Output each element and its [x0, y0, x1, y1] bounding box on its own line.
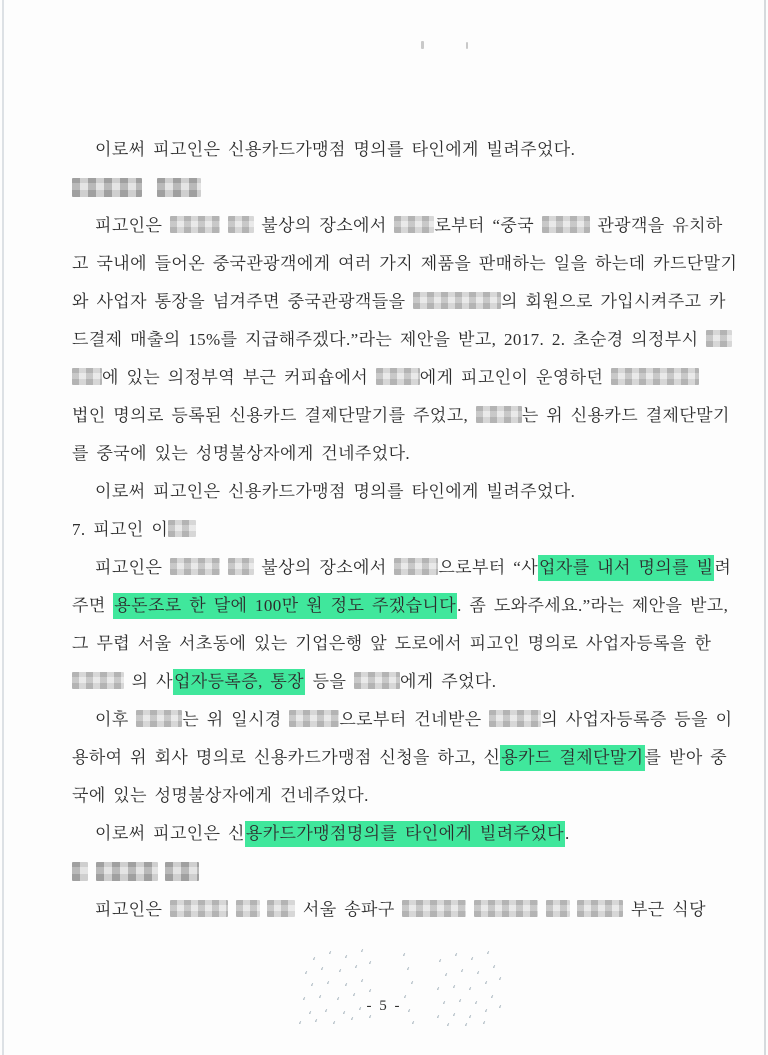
watermark-dot: ‘ — [442, 999, 446, 1013]
text-line — [72, 891, 714, 929]
watermark-dot: ‘ — [332, 1019, 336, 1033]
text-run: 피고인은 — [95, 216, 170, 235]
text-line — [72, 511, 714, 549]
text-run — [220, 216, 228, 235]
redaction-block — [611, 368, 699, 385]
watermark-stamp — [298, 943, 504, 1035]
redaction-block — [402, 900, 466, 917]
text-run: . 좀 도와주세요.”라는 제안을 받고, — [457, 596, 729, 615]
text-run: 주면 — [72, 596, 114, 615]
watermark-dot: ‘ — [407, 1007, 411, 1021]
watermark-dot: ‘ — [490, 993, 494, 1007]
redaction-block — [394, 558, 438, 575]
watermark-dot: ‘ — [342, 1009, 346, 1023]
text-run: 국에 있는 성명불상자에게 건네주었다. — [72, 786, 369, 805]
text-line — [72, 397, 730, 435]
text-run — [570, 900, 578, 919]
watermark-dot: ‘ — [302, 995, 306, 1009]
watermark-dot: ‘ — [436, 985, 440, 999]
text-run: 용하여 위 회사 명의로 신용카드가맹점 신청을 하고, 신 — [72, 748, 501, 767]
redaction-block — [170, 900, 228, 917]
text-run: 에게 주었다. — [399, 672, 497, 691]
watermark-dot: ‘ — [354, 963, 358, 977]
text-run — [538, 900, 546, 919]
redaction-block — [706, 330, 732, 347]
text-line — [72, 625, 714, 663]
text-run: . — [565, 824, 570, 843]
text-run: 부근 식당 — [623, 900, 706, 919]
watermark-dot: ‘ — [326, 979, 330, 993]
text-line — [72, 321, 714, 359]
page-number: - 5 - — [366, 998, 402, 1014]
redaction-block — [546, 900, 570, 917]
watermark-dot: ‘ — [403, 993, 407, 1007]
text-line — [72, 169, 714, 207]
highlighted-text: 용카드 결제단말기 — [500, 745, 644, 771]
text-run: 이로써 피고인은 신용카드가맹점 명의를 타인에게 빌려주었다. — [95, 140, 576, 159]
text-line — [72, 473, 714, 511]
text-line — [72, 777, 714, 815]
watermark-dot: ‘ — [358, 1005, 362, 1019]
watermark-dot: ‘ — [484, 979, 488, 993]
redacted-heading-block — [72, 862, 88, 881]
text-run: 7. 피고인 이 — [72, 520, 169, 539]
text-run: 의 사 — [124, 672, 173, 691]
text-line — [72, 435, 714, 473]
text-run — [220, 558, 228, 577]
watermark-dot: ‘ — [454, 951, 458, 965]
highlighted-text: 용돈조로 한 달에 100만 원 정도 주겠습니다 — [113, 593, 457, 619]
redaction-block — [228, 558, 254, 575]
watermark-dot: ‘ — [492, 963, 496, 977]
watermark-dot: ‘ — [314, 1017, 318, 1031]
text-run: 이후 — [95, 710, 137, 729]
text-run: 관광객을 유치하 — [589, 216, 723, 235]
watermark-dot: ‘ — [498, 975, 502, 989]
document-lines — [72, 131, 738, 929]
redaction-block — [72, 672, 124, 689]
text-run: 이로써 피고인은 신용카드가맹점 명의를 타인에게 빌려주었다. — [95, 482, 576, 501]
text-line — [72, 663, 714, 701]
redaction-block — [228, 216, 254, 233]
watermark-dot: ‘ — [438, 957, 442, 971]
redaction-block — [354, 672, 400, 689]
text-line — [72, 815, 714, 853]
text-run: 로부터 “중국 — [434, 216, 542, 235]
text-run — [228, 900, 236, 919]
redaction-block — [474, 900, 538, 917]
watermark-dot: ‘ — [368, 1013, 372, 1027]
watermark-dot: ‘ — [312, 955, 316, 969]
scan-edge-left — [2, 0, 4, 1055]
watermark-dot: ‘ — [328, 949, 332, 963]
text-run: 의 회원으로 가입시켜주고 카 — [501, 292, 726, 311]
watermark-dot: ‘ — [406, 965, 410, 979]
text-run — [142, 178, 157, 197]
text-run: 고 국내에 들어온 중국관광객에게 여러 가지 제품을 판매하는 일을 하는데 카드단말기 — [72, 254, 738, 273]
watermark-dot: ‘ — [476, 969, 480, 983]
watermark-dot: ‘ — [444, 971, 448, 985]
text-run — [88, 862, 96, 881]
watermark-dot: ‘ — [318, 993, 322, 1007]
watermark-dot: ‘ — [498, 1003, 502, 1017]
watermark-dot: ‘ — [304, 969, 308, 983]
text-run: 를 받아 중 — [644, 748, 728, 767]
watermark-dot: ‘ — [308, 1009, 312, 1023]
watermark-dot: ‘ — [446, 1021, 450, 1035]
redacted-heading-block — [165, 862, 199, 881]
redaction-block — [236, 900, 260, 917]
watermark-dot: ‘ — [486, 949, 490, 963]
watermark-dot: ‘ — [324, 1007, 328, 1021]
watermark-dot: ‘ — [410, 979, 414, 993]
text-run: 와 사업자 통장을 넘겨주면 중국관광객들을 — [72, 292, 414, 311]
watermark-dot: ‘ — [411, 1019, 415, 1033]
redaction-block — [168, 520, 196, 537]
text-run: 는 위 일시경 — [182, 710, 290, 729]
text-run: 불상의 장소에서 — [253, 216, 395, 235]
watermark-dot: ‘ — [468, 1013, 472, 1027]
watermark-dot: ‘ — [336, 995, 340, 1009]
watermark-dot: ‘ — [360, 977, 364, 991]
watermark-dot: ‘ — [350, 1015, 354, 1029]
text-line — [72, 245, 738, 283]
redaction-block — [267, 900, 295, 917]
highlighted-text: 용카드가맹점명의를 타인에게 빌려주었다 — [245, 821, 565, 847]
text-run: 의 사업자등록증 등을 이 — [541, 710, 733, 729]
text-run: 피고인은 — [95, 900, 170, 919]
text-run: 등을 — [305, 672, 354, 691]
watermark-dot: ‘ — [310, 981, 314, 995]
redaction-block — [72, 368, 102, 385]
watermark-dot: ‘ — [368, 987, 372, 1001]
watermark-dot: ‘ — [298, 1019, 302, 1033]
watermark-dot: ‘ — [368, 959, 372, 973]
redaction-block — [289, 710, 339, 727]
redaction-block — [394, 216, 434, 233]
text-line — [72, 207, 723, 245]
text-run: 이로써 피고인은 신 — [95, 824, 245, 843]
redaction-block — [476, 406, 522, 423]
watermark-dot: ‘ — [474, 999, 478, 1013]
scan-speck — [466, 42, 468, 49]
scan-edge-right — [764, 0, 766, 1055]
text-line — [72, 283, 726, 321]
text-line — [72, 587, 729, 625]
highlighted-text: 업자를 내서 명의를 빌 — [538, 555, 714, 581]
text-line — [72, 359, 714, 397]
text-run — [158, 862, 166, 881]
text-line — [72, 549, 732, 587]
redaction-block — [170, 216, 220, 233]
watermark-dot: ‘ — [452, 1011, 456, 1025]
redacted-heading-block — [72, 178, 142, 197]
text-run: 에 있는 의정부역 부근 커피숍에서 — [102, 368, 376, 387]
text-run: 를 중국에 있는 성명불상자에게 건네주었다. — [72, 444, 411, 463]
watermark-dot: ‘ — [320, 965, 324, 979]
watermark-dot: ‘ — [344, 953, 348, 967]
watermark-dot: ‘ — [460, 967, 464, 981]
text-line — [72, 739, 728, 777]
redaction-block — [413, 292, 501, 309]
scan-speck — [421, 41, 424, 49]
watermark-dot: ‘ — [482, 1019, 486, 1033]
text-run — [466, 900, 474, 919]
watermark-dot: ‘ — [458, 997, 462, 1011]
text-run: 불상의 장소에서 — [253, 558, 395, 577]
text-run: 서울 송파구 — [295, 900, 403, 919]
text-run: 으로부터 “사 — [438, 558, 539, 577]
text-run: 에게 피고인이 운영하던 — [419, 368, 611, 387]
watermark-dot: ‘ — [436, 1013, 440, 1027]
redaction-block — [136, 710, 182, 727]
redacted-heading-block — [157, 178, 201, 197]
watermark-dot: ‘ — [452, 983, 456, 997]
highlighted-text: 업자등록증, 통장 — [173, 669, 305, 695]
redaction-block — [489, 710, 541, 727]
watermark-dot: ‘ — [402, 951, 406, 965]
text-run: 그 무렵 서울 서초동에 있는 기업은행 앞 도로에서 피고인 명의로 사업자등록을 한 — [72, 634, 712, 653]
watermark-dot: ‘ — [468, 985, 472, 999]
text-line — [72, 701, 733, 739]
watermark-dot: ‘ — [464, 1021, 468, 1035]
text-run: 는 위 신용카드 결제단말기 — [521, 406, 730, 425]
redaction-block — [170, 558, 220, 575]
watermark-dot: ‘ — [484, 1007, 488, 1021]
redaction-block — [542, 216, 590, 233]
watermark-dot: ‘ — [338, 967, 342, 981]
text-line — [72, 131, 714, 169]
watermark-dot: ‘ — [470, 955, 474, 969]
watermark-dot: ‘ — [360, 947, 364, 961]
text-run: 법인 명의로 등록된 신용카드 결제단말기를 주었고, — [72, 406, 476, 425]
redaction-block — [577, 900, 623, 917]
watermark-dot: ‘ — [344, 981, 348, 995]
redacted-heading-block — [96, 862, 158, 881]
redaction-block — [376, 368, 420, 385]
watermark-dot: ‘ — [352, 991, 356, 1005]
text-run: 피고인은 — [95, 558, 170, 577]
text-run: 드결제 매출의 15%를 지급해주겠다.”라는 제안을 받고, 2017. 2. 초순경 의정부시 — [72, 330, 707, 349]
text-run: 려 — [714, 558, 732, 577]
text-run: 으로부터 건네받은 — [339, 710, 490, 729]
text-line — [72, 853, 714, 891]
text-run — [260, 900, 268, 919]
